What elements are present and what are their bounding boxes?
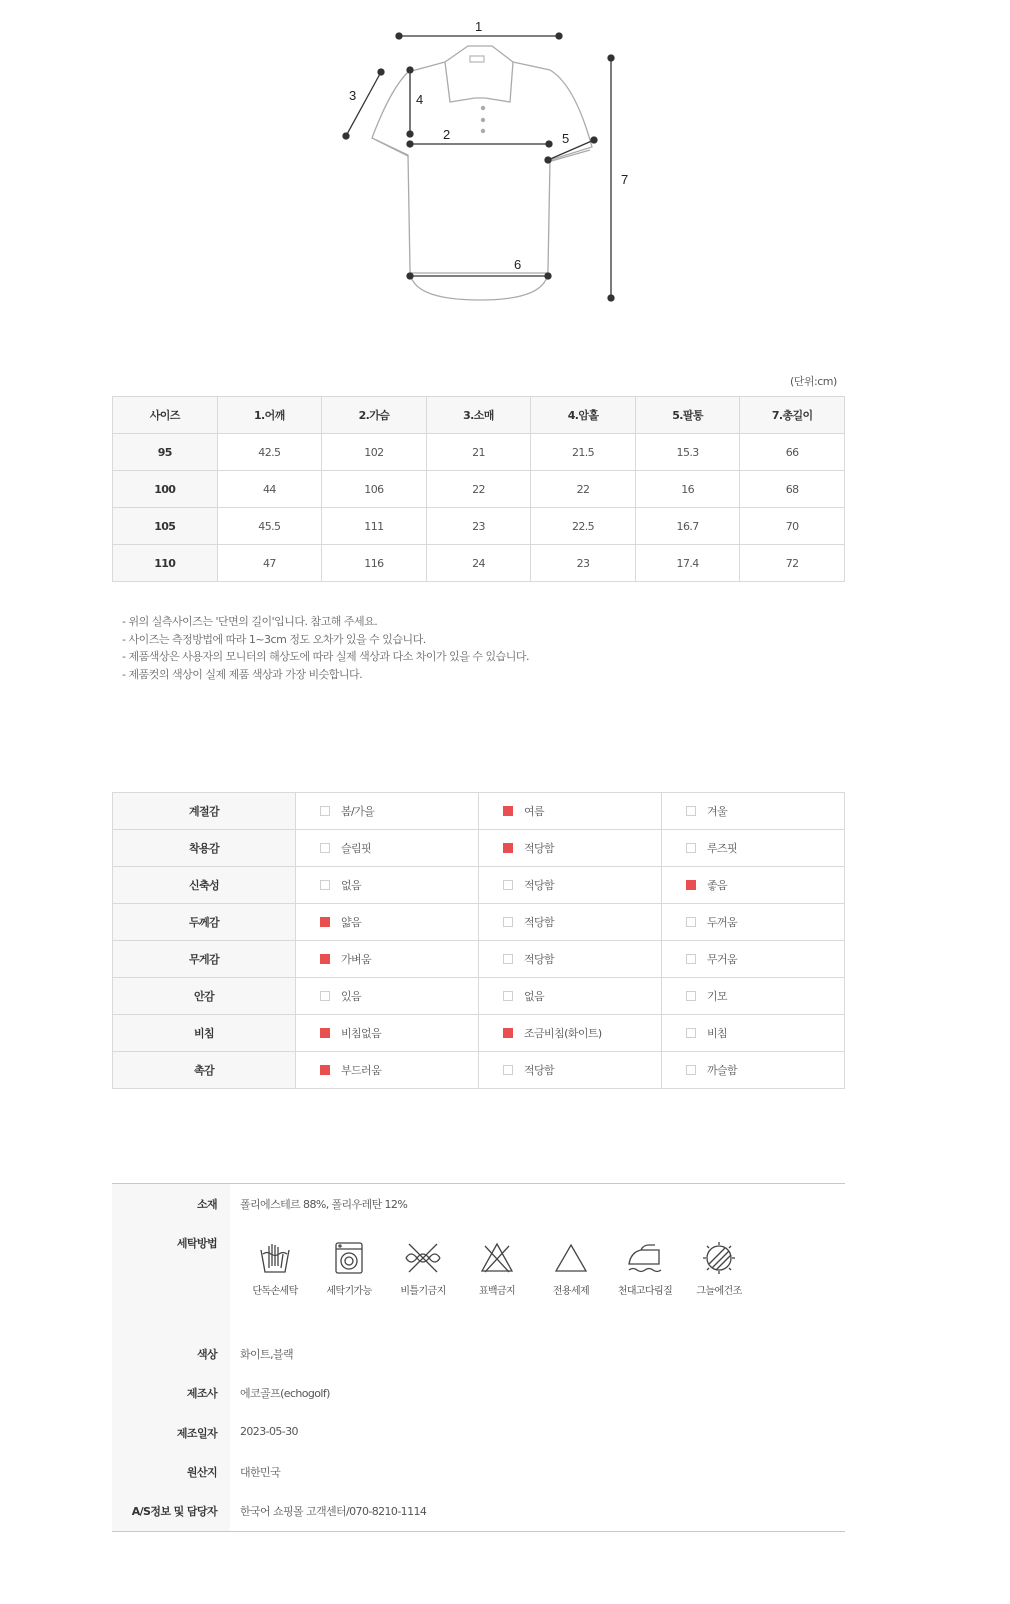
feature-option [296, 1052, 479, 1089]
wash-label: 세탁기가능 [326, 1286, 372, 1297]
size-table-header [113, 397, 845, 434]
origin-value: 대한민국 [240, 1466, 281, 1479]
feature-option [479, 830, 662, 867]
feature-label: 촉감 [113, 1052, 296, 1089]
feature-row [113, 830, 845, 867]
table-cell: 22 [531, 471, 636, 508]
table-cell: 68 [740, 471, 845, 508]
header-cell: 4.암홀 [531, 397, 636, 434]
option-text: 적당함 [524, 879, 555, 892]
table-cell: 16.7 [635, 508, 740, 545]
material-value: 폴리에스테르 88%, 폴리우레탄 12% [240, 1198, 408, 1211]
unchecked-box-icon [686, 843, 696, 853]
shirt-measurement-diagram [330, 10, 650, 310]
table-cell: 116 [322, 545, 427, 582]
unchecked-box-icon [503, 991, 513, 1001]
no-wring-icon [403, 1240, 443, 1276]
table-row [113, 471, 845, 508]
option-text: 적당함 [524, 953, 555, 966]
note-item: - 위의 실측사이즈는 '단면의 길이'입니다. 참고해 주세요. [122, 615, 378, 628]
wash-item [383, 1240, 463, 1297]
feature-option [662, 978, 845, 1015]
table-cell: 21 [426, 434, 531, 471]
option-text: 봄/가을 [341, 805, 375, 818]
date-value: 2023-05-30 [240, 1425, 298, 1438]
diagram-label-4: 4 [416, 92, 424, 107]
feature-option [662, 1052, 845, 1089]
size-cell: 95 [113, 434, 218, 471]
feature-option [662, 941, 845, 978]
wash-item [309, 1240, 389, 1297]
option-text: 겨울 [707, 805, 728, 818]
feature-row [113, 904, 845, 941]
option-text: 여름 [524, 805, 545, 818]
unchecked-box-icon [686, 954, 696, 964]
size-cell: 100 [113, 471, 218, 508]
feature-option [296, 793, 479, 830]
option-text: 기모 [707, 990, 728, 1003]
unchecked-box-icon [503, 917, 513, 927]
hand-wash-icon [257, 1240, 293, 1276]
feature-row [113, 978, 845, 1015]
no-bleach-icon [479, 1240, 515, 1276]
feature-label: 무게감 [113, 941, 296, 978]
unchecked-box-icon [686, 1065, 696, 1075]
table-cell: 72 [740, 545, 845, 582]
table-cell: 17.4 [635, 545, 740, 582]
table-cell: 47 [217, 545, 322, 582]
checked-box-icon [503, 806, 513, 816]
table-cell: 23 [426, 508, 531, 545]
table-row [113, 434, 845, 471]
table-cell: 45.5 [217, 508, 322, 545]
feature-option [296, 830, 479, 867]
table-cell: 16 [635, 471, 740, 508]
feature-label: 신축성 [113, 867, 296, 904]
table-cell: 70 [740, 508, 845, 545]
origin-label: 원산지 [186, 1466, 217, 1479]
feature-option [479, 904, 662, 941]
table-cell: 66 [740, 434, 845, 471]
feature-label: 계절감 [113, 793, 296, 830]
unchecked-box-icon [686, 917, 696, 927]
unchecked-box-icon [503, 1065, 513, 1075]
maker-label: 제조사 [186, 1387, 217, 1400]
wash-label: 단독손세탁 [252, 1286, 298, 1297]
option-text: 가벼움 [341, 953, 372, 966]
maker-value: 에코골프(echogolf) [240, 1387, 330, 1400]
table-cell: 111 [322, 508, 427, 545]
header-cell: 1.어깨 [217, 397, 322, 434]
unchecked-box-icon [320, 991, 330, 1001]
feature-option [479, 941, 662, 978]
feature-option [296, 1015, 479, 1052]
shirt-collar [445, 46, 513, 102]
wash-item [235, 1240, 315, 1297]
iron-with-cloth-icon [625, 1240, 665, 1276]
feature-option [662, 867, 845, 904]
checked-box-icon [320, 954, 330, 964]
option-text: 루즈핏 [707, 842, 738, 855]
option-text: 없음 [341, 879, 362, 892]
feature-option [296, 867, 479, 904]
unit-label: (단위:cm) [790, 375, 837, 388]
option-text: 적당함 [524, 1064, 555, 1077]
material-label: 소재 [196, 1198, 217, 1211]
feature-option [296, 904, 479, 941]
diagram-label-6: 6 [514, 257, 522, 272]
option-text: 무거움 [707, 953, 738, 966]
color-value: 화이트,블랙 [240, 1348, 294, 1361]
option-text: 비침없음 [341, 1027, 382, 1040]
feature-option [479, 978, 662, 1015]
option-text: 적당함 [524, 916, 555, 929]
table-cell: 106 [322, 471, 427, 508]
feature-row [113, 1052, 845, 1089]
feature-row [113, 1015, 845, 1052]
checked-box-icon [320, 1028, 330, 1038]
feature-row [113, 941, 845, 978]
feature-option [296, 978, 479, 1015]
diagram-label-7: 7 [621, 172, 629, 187]
header-cell: 7.총길이 [740, 397, 845, 434]
date-label: 제조일자 [176, 1427, 217, 1440]
table-row [113, 545, 845, 582]
feature-label: 비침 [113, 1015, 296, 1052]
option-text: 있음 [341, 990, 362, 1003]
option-text: 얇음 [341, 916, 362, 929]
feature-table [112, 792, 845, 1089]
feature-option [296, 941, 479, 978]
table-cell: 15.3 [635, 434, 740, 471]
unchecked-box-icon [320, 843, 330, 853]
note-item: - 제품컷의 색상이 실제 제품 색상과 가장 비슷합니다. [122, 667, 363, 681]
diagram-label-3: 3 [349, 88, 357, 103]
size-cell: 105 [113, 508, 218, 545]
feature-row [113, 793, 845, 830]
feature-option [479, 1052, 662, 1089]
header-cell: 3.소매 [426, 397, 531, 434]
option-text: 두꺼움 [707, 916, 738, 929]
as-value: 한국어 쇼핑몰 고객센터/070-8210-1114 [240, 1505, 427, 1518]
option-text: 없음 [524, 990, 545, 1003]
product-info [112, 1183, 845, 1532]
unchecked-box-icon [320, 880, 330, 890]
option-text: 적당함 [524, 842, 555, 855]
feature-option [479, 867, 662, 904]
table-row [113, 508, 845, 545]
table-cell: 102 [322, 434, 427, 471]
feature-option [662, 830, 845, 867]
table-cell: 21.5 [531, 434, 636, 471]
size-notes [122, 613, 529, 683]
unchecked-box-icon [686, 1028, 696, 1038]
header-cell: 사이즈 [113, 397, 218, 434]
table-cell: 23 [531, 545, 636, 582]
wash-label: 전용세제 [552, 1286, 590, 1297]
header-cell: 2.가슴 [322, 397, 427, 434]
option-text: 조금비침(화이트) [524, 1027, 602, 1040]
feature-option [662, 793, 845, 830]
size-cell: 110 [113, 545, 218, 582]
size-table [112, 396, 845, 582]
option-text: 까슬함 [707, 1064, 738, 1077]
feature-row [113, 867, 845, 904]
feature-label: 안감 [113, 978, 296, 1015]
option-text: 좋음 [707, 879, 728, 892]
as-label: A/S정보 및 담당자 [131, 1505, 217, 1518]
option-text: 부드러움 [341, 1064, 382, 1077]
table-cell: 24 [426, 545, 531, 582]
diagram-label-2: 2 [443, 127, 451, 142]
table-cell: 22 [426, 471, 531, 508]
feature-option [479, 1015, 662, 1052]
diagram-label-5: 5 [562, 131, 570, 146]
table-cell: 22.5 [531, 508, 636, 545]
washing-label: 세탁방법 [176, 1237, 217, 1250]
checked-box-icon [320, 1065, 330, 1075]
feature-option [662, 904, 845, 941]
wash-label: 표백금지 [478, 1286, 516, 1297]
header-cell: 5.팔통 [635, 397, 740, 434]
feature-option [662, 1015, 845, 1052]
wash-label: 그늘에건조 [696, 1286, 742, 1297]
diagram-label-1: 1 [475, 19, 483, 34]
note-item: - 제품색상은 사용자의 모니터의 해상도에 따라 실제 색상과 다소 차이가 있을 수 있습니다. [122, 650, 529, 663]
checked-box-icon [686, 880, 696, 890]
checked-box-icon [503, 843, 513, 853]
wash-item [679, 1240, 759, 1297]
machine-wash-icon [331, 1240, 367, 1276]
unchecked-box-icon [320, 806, 330, 816]
unchecked-box-icon [686, 991, 696, 1001]
feature-option [479, 793, 662, 830]
wash-item [531, 1240, 611, 1297]
checked-box-icon [320, 917, 330, 927]
feature-label: 착용감 [113, 830, 296, 867]
feature-label: 두께감 [113, 904, 296, 941]
shade-dry-icon [701, 1240, 737, 1276]
wash-item [605, 1240, 685, 1297]
unchecked-box-icon [686, 806, 696, 816]
option-text: 슬림핏 [341, 842, 372, 855]
unchecked-box-icon [503, 880, 513, 890]
wash-label: 천대고다림질 [617, 1286, 673, 1297]
note-item: - 사이즈는 측정방법에 따라 1~3cm 정도 오차가 있을 수 있습니다. [122, 632, 426, 646]
wash-label: 비틀기금지 [400, 1286, 446, 1297]
table-cell: 42.5 [217, 434, 322, 471]
checked-box-icon [503, 1028, 513, 1038]
unchecked-box-icon [503, 954, 513, 964]
wash-item [457, 1240, 537, 1297]
neutral-detergent-icon [553, 1240, 589, 1276]
option-text: 비침 [707, 1027, 728, 1040]
color-label: 색상 [196, 1348, 217, 1361]
table-cell: 44 [217, 471, 322, 508]
